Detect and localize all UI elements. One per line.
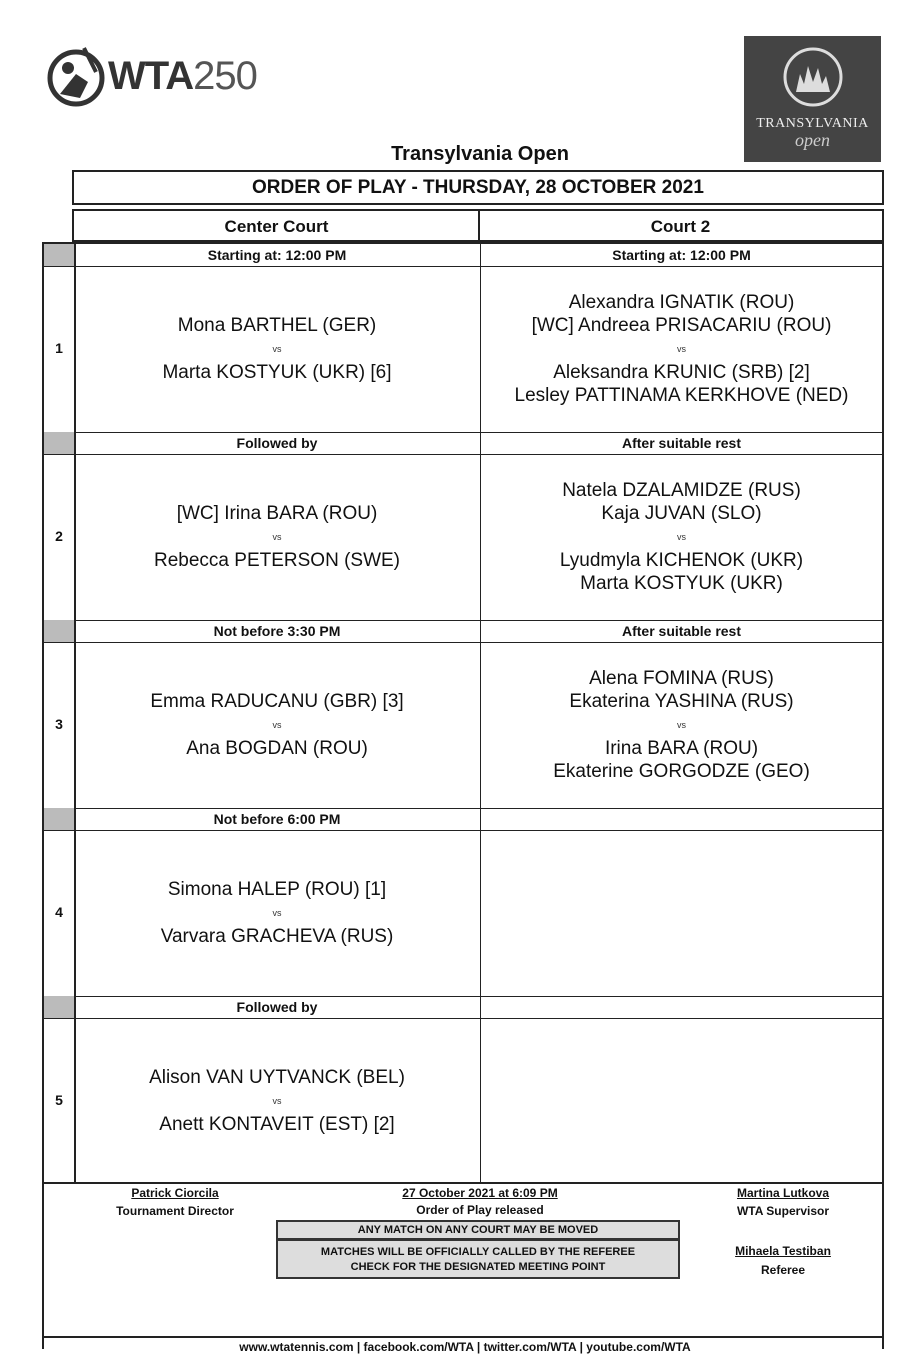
wta-logo-emblem-icon: [46, 42, 106, 112]
release-label: Order of Play released: [416, 1203, 544, 1217]
player-name: Marta KOSTYUK (UKR) [6]: [162, 362, 392, 383]
player-name: Alison VAN UYTVANCK (BEL): [149, 1067, 405, 1088]
wta-tier-text: 250: [193, 54, 257, 98]
row-divider: [74, 432, 882, 433]
director-name: Patrick Ciorcila: [131, 1186, 219, 1200]
order-of-play-banner: ORDER OF PLAY - THURSDAY, 28 OCTOBER 2021: [72, 170, 884, 205]
row-marker: [44, 620, 74, 642]
castle-crescent-icon: [782, 44, 844, 110]
row-marker: [44, 244, 74, 266]
player-name: Simona HALEP (ROU) [1]: [167, 879, 387, 900]
notice-match-moved: ANY MATCH ON ANY COURT MAY BE MOVED: [276, 1220, 680, 1240]
match-cell: [74, 690, 480, 760]
match-cell: [481, 667, 882, 783]
match-number: 1: [55, 340, 63, 356]
player-name: Ekaterina YASHINA (RUS): [569, 691, 794, 712]
player-name: [WC] Andreea PRISACARIU (ROU): [531, 315, 832, 336]
notice-official-call: [276, 1239, 680, 1279]
vs-label: vs: [272, 908, 282, 918]
court-header-center: Center Court: [72, 209, 480, 242]
player-name: Ana BOGDAN (ROU): [186, 738, 368, 759]
vs-label: vs: [677, 344, 686, 354]
vs-label: vs: [272, 344, 282, 354]
start-time-label: Not before 3:30 PM: [213, 623, 341, 639]
wta-brand-text: WTA: [108, 54, 194, 98]
start-time-label: Followed by: [236, 999, 318, 1015]
player-name: Natela DZALAMIDZE (RUS): [562, 480, 801, 501]
supervisor-name: Martina Lutkova: [736, 1186, 829, 1200]
player-name: Mona BARTHEL (GER): [177, 315, 377, 336]
match-number: 4: [55, 904, 63, 920]
vs-label: vs: [677, 532, 686, 542]
player-name: Ekaterine GORGODZE (GEO): [553, 761, 810, 782]
vs-label: vs: [677, 720, 686, 730]
start-time-label: Starting at: 12:00 PM: [207, 247, 347, 263]
row-number-column: [44, 244, 76, 1182]
footer-divider: [42, 1336, 884, 1338]
match-cell: [74, 502, 480, 572]
schedule-grid: [42, 242, 884, 1184]
player-name: Anett KONTAVEIT (EST) [2]: [159, 1114, 395, 1135]
match-cell: [481, 479, 882, 595]
row-marker: [44, 808, 74, 830]
row-marker: [44, 432, 74, 454]
player-name: Irina BARA (ROU): [604, 738, 759, 759]
start-time-label: Not before 6:00 PM: [213, 811, 341, 827]
player-name: Marta KOSTYUK (UKR): [580, 573, 783, 594]
referee-name: Mihaela Testiban: [735, 1244, 831, 1258]
number-divider: [44, 830, 74, 831]
match-number: 3: [55, 716, 63, 732]
player-name: Aleksandra KRUNIC (SRB) [2]: [553, 362, 810, 383]
player-name: [WC] Irina BARA (ROU): [176, 503, 378, 524]
start-time-label: After suitable rest: [621, 623, 742, 639]
director-role: Tournament Director: [116, 1204, 234, 1218]
row-divider: [74, 620, 882, 621]
number-divider: [44, 454, 74, 455]
wta-250-logo: [108, 54, 257, 99]
notice-official-call-line2: CHECK FOR THE DESIGNATED MEETING POINT: [350, 1261, 606, 1273]
number-divider: [44, 1018, 74, 1019]
match-cell: [74, 878, 480, 948]
player-name: Rebecca PETERSON (SWE): [154, 550, 400, 571]
row-marker: [44, 996, 74, 1018]
start-time-label: Followed by: [236, 435, 318, 451]
player-name: Alexandra IGNATIK (ROU): [568, 292, 795, 313]
vs-label: vs: [272, 720, 282, 730]
start-time-label: Starting at: 12:00 PM: [612, 247, 751, 263]
start-divider: [74, 266, 882, 267]
start-divider: [74, 454, 882, 455]
match-cell: [481, 291, 882, 407]
start-time-label: After suitable rest: [621, 435, 742, 451]
match-number: 2: [55, 528, 63, 544]
match-number: 5: [55, 1092, 63, 1108]
logo-name-text: TRANSYLVANIA: [756, 116, 869, 131]
match-cell: [74, 1066, 480, 1136]
notice-official-call-line1: MATCHES WILL BE OFFICIALLY CALLED BY THE REFEREE: [320, 1246, 636, 1258]
player-name: Alena FOMINA (RUS): [589, 668, 774, 689]
player-name: Varvara GRACHEVA (RUS): [160, 926, 394, 947]
number-divider: [44, 266, 74, 267]
player-name: Kaja JUVAN (SLO): [601, 503, 762, 524]
player-name: Lyudmyla KICHENOK (UKR): [559, 550, 804, 571]
supervisor-role: WTA Supervisor: [736, 1204, 829, 1218]
vs-label: vs: [272, 532, 282, 542]
number-divider: [44, 642, 74, 643]
start-divider: [74, 642, 882, 643]
player-name: Lesley PATTINAMA KERKHOVE (NED): [514, 385, 849, 406]
row-divider: [74, 996, 882, 997]
player-name: Emma RADUCANU (GBR) [3]: [150, 691, 404, 712]
row-divider: [74, 808, 882, 809]
court-header-court2: Court 2: [478, 209, 884, 242]
tournament-title: Transylvania Open: [391, 143, 569, 165]
referee-role: Referee: [760, 1263, 806, 1277]
start-divider: [74, 1018, 882, 1019]
start-divider: [74, 830, 882, 831]
logo-sub-text: open: [795, 130, 830, 150]
release-time: 27 October 2021 at 6:09 PM: [402, 1186, 558, 1200]
match-cell: [74, 314, 480, 384]
vs-label: vs: [272, 1096, 282, 1106]
social-links: www.wtatennis.com | facebook.com/WTA | twitter.com/WTA | youtube.com/WTA: [239, 1340, 691, 1354]
